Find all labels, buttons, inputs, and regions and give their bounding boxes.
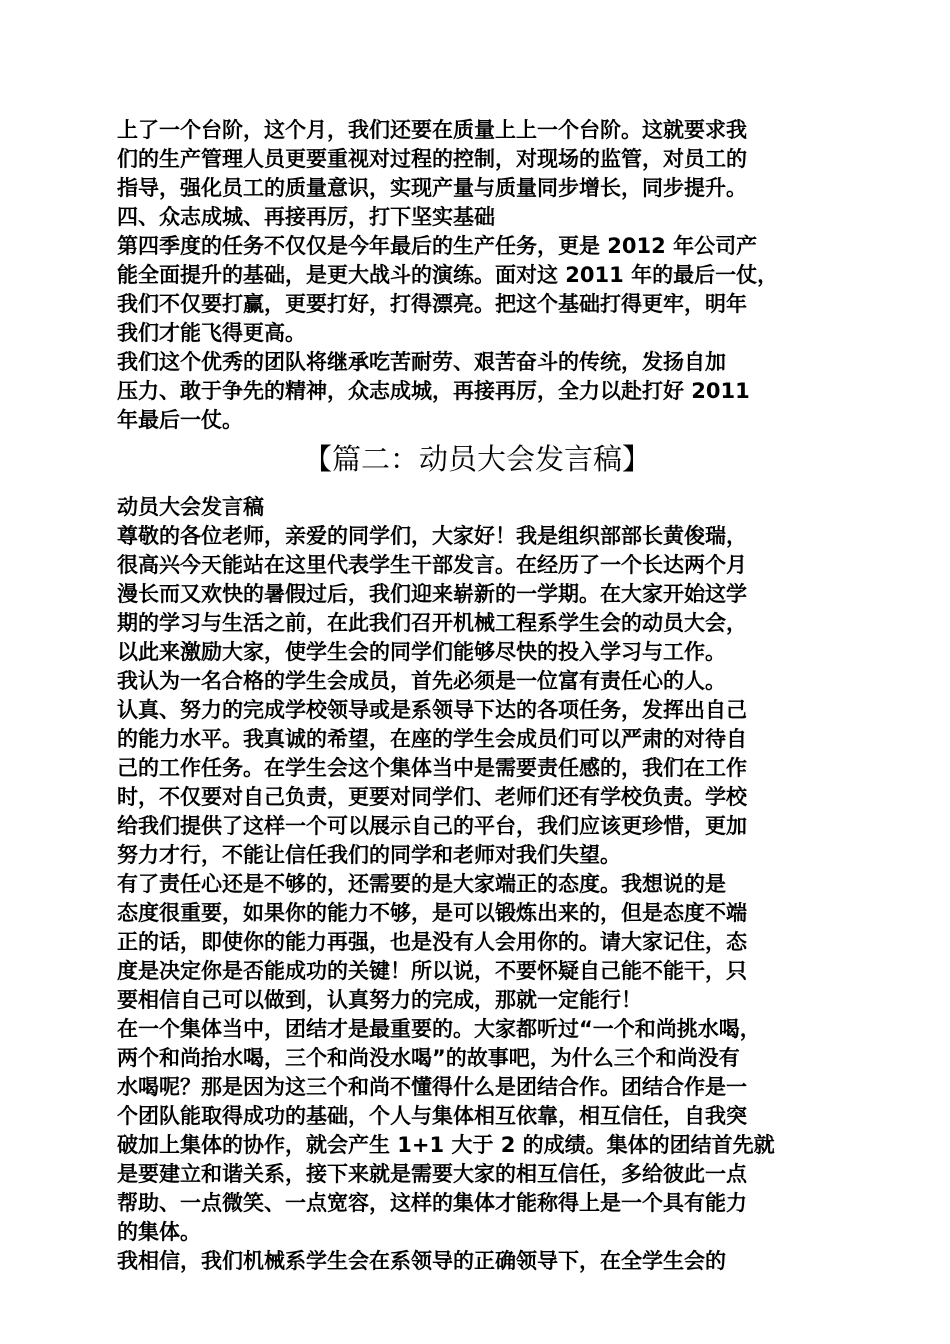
text-line: 己的工作任务。在学生会这个集体当中是需要责任感的，我们在工作 (117, 756, 747, 780)
text-line: 破加上集体的协作，就会产生 1+1 大于 2 的成绩。集体的团结首先就 (117, 1133, 775, 1157)
part-one (117, 116, 837, 435)
text-line: 很高兴今天能站在这里代表学生干部发言。在经历了一个长达两个月 (117, 553, 747, 577)
text-line: 给我们提供了这样一个可以展示自己的平台，我们应该更珍惜，更加 (117, 814, 747, 838)
text-line: 我们不仅要打赢，更要打好，打得漂亮。把这个基础打得更牢，明年 (117, 292, 747, 316)
text-line: 水喝呢？那是因为这三个和尚不懂得什么是团结合作。团结合作是一 (117, 1075, 747, 1099)
text-line: 我认为一名合格的学生会成员，首先必须是一位富有责任心的人。 (117, 669, 726, 693)
paragraph-fourth-quarter (117, 232, 837, 348)
text-line: 我们这个优秀的团队将继承吃苦耐劳、艰苦奋斗的传统，发扬自加 (117, 350, 726, 374)
text-line: 能全面提升的基础，是更大战斗的演练。面对这 2011 年的最后一仗， (117, 263, 779, 287)
text-line: 态度很重要，如果你的能力不够，是可以锻炼出来的，但是态度不端 (117, 901, 747, 925)
paragraph-attitude (117, 870, 837, 1015)
text-line: 我相信，我们机械系学生会在系领导的正确领导下，在全学生会的 (117, 1249, 726, 1273)
text-line: 第四季度的任务不仅仅是今年最后的生产任务，更是 2012 年公司产 (117, 234, 758, 258)
text-line: 要相信自己可以做到，认真努力的完成，那就一定能行！ (117, 988, 642, 1012)
text-line: 认真、努力的完成学校领导或是系领导下达的各项任务，发挥出自己 (117, 698, 747, 722)
heading-section-four (117, 203, 837, 232)
text-line: 有了责任心还是不够的，还需要的是大家端正的态度。我想说的是 (117, 872, 726, 896)
paragraph-responsibility (117, 667, 837, 870)
text-line: 的能力水平。我真诚的希望，在座的学生会成员们可以严肃的对待自 (117, 727, 747, 751)
paragraph-unity (117, 1015, 837, 1247)
text-line: 是要建立和谐关系，接下来就是需要大家的相互信任，多给彼此一点 (117, 1162, 747, 1186)
text-line: 时，不仅要对自己负责，更要对同学们、老师们还有学校负责。学校 (117, 785, 747, 809)
text-line: 努力才行，不能让信任我们的同学和老师对我们失望。 (117, 843, 621, 867)
text-line: 在一个集体当中，团结才是最重要的。大家都听过“一个和尚挑水喝， (117, 1017, 761, 1041)
paragraph-team (117, 348, 837, 435)
text-line: 年最后一仗。 (117, 408, 243, 432)
text-line: 度是决定你是否能成功的关键！所以说，不要怀疑自己能不能干，只 (117, 959, 747, 983)
text-line: 个团队能取得成功的基础，个人与集体相互依靠，相互信任，自我突 (117, 1104, 747, 1128)
text-line: 帮助、一点微笑、一点宽容，这样的集体才能称得上是一个具有能力 (117, 1191, 747, 1215)
text-line: 指导，强化员工的质量意识，实现产量与质量同步增长，同步提升。 (117, 176, 747, 200)
document-page (117, 116, 837, 1276)
paragraph-greeting (117, 522, 837, 667)
text-line: 期的学习与生活之前，在此我们召开机械工程系学生会的动员大会， (117, 611, 747, 635)
text-line: 的集体。 (117, 1220, 201, 1244)
text-line: 正的话，即使你的能力再强，也是没有人会用你的。请大家记住，态 (117, 930, 747, 954)
speech-heading (117, 493, 837, 522)
section-title: 【篇二：动员大会发言稿】 (302, 442, 651, 476)
text-line: 尊敬的各位老师，亲爱的同学们，大家好！我是组织部部长黄俊瑞， (117, 524, 747, 548)
text-line: 们的生产管理人员更要重视对过程的控制，对现场的监管，对员工的 (117, 147, 747, 171)
text-line: 四、众志成城、再接再厉，打下坚实基础 (117, 205, 495, 229)
text-line: 压力、敢于争先的精神，众志成城，再接再厉，全力以赴打好 2011 (117, 379, 750, 403)
text-line: 以此来激励大家，使学生会的同学们能够尽快的投入学习与工作。 (117, 640, 726, 664)
text-line: 两个和尚抬水喝，三个和尚没水喝”的故事吧，为什么三个和尚没有 (117, 1046, 740, 1070)
text-line: 我们才能飞得更高。 (117, 321, 306, 345)
text-line: 动员大会发言稿 (117, 495, 264, 519)
part-two (117, 493, 837, 1276)
paragraph-belief (117, 1247, 837, 1276)
text-line: 漫长而又欢快的暑假过后，我们迎来崭新的一学期。在大家开始这学 (117, 582, 747, 606)
paragraph-quality (117, 116, 837, 203)
text-line: 上了一个台阶，这个月，我们还要在质量上上一个台阶。这就要求我 (117, 118, 747, 142)
